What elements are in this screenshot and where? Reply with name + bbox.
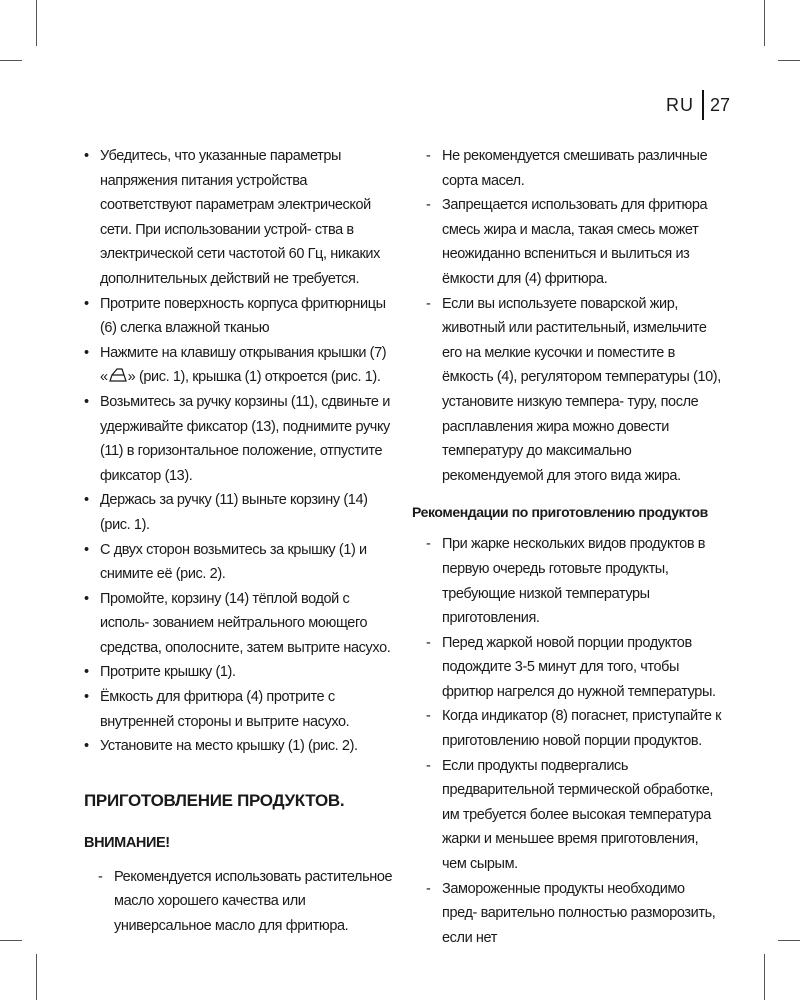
list-item: • Промойте, корзину (14) тёплой водой с исполь- зованием нейтрального моющего средства, ополосните, затем вытрите насухо. bbox=[84, 587, 394, 661]
list-item: • Возьмитесь за ручку корзины (11), сдвиньте и удерживайте фиксатор (13), поднимите ручку (11) в горизонтальное положение, отпустите фиксатор (13). bbox=[84, 390, 394, 488]
list-item: - Если вы используете поварской жир, животный или растительный, измельчите его на мелкие кусочки и поместите в ёмкость (4), регулятором температуры (10), установите низкую темпера- туру, после расплавления жира можно довести температуру до максимально рекомендуемой для этого вида жира. bbox=[412, 292, 722, 489]
list-item: • Держась за ручку (11) выньте корзину (14) (рис. 1). bbox=[84, 488, 394, 537]
lid-open-icon bbox=[108, 367, 128, 383]
list-item: • Протрите крышку (1). bbox=[84, 660, 394, 685]
attention-title: ВНИМАНИЕ! bbox=[84, 834, 170, 851]
list-item: - Рекомендуется использовать растительное масло хорошего качества или универсальное масло для фритюра. bbox=[84, 865, 394, 939]
header-divider bbox=[702, 90, 704, 120]
right-column bbox=[412, 144, 722, 950]
list-item: - Перед жаркой новой порции продуктов подождите 3-5 минут для того, чтобы фритюр нагрелся до нужной температуры. bbox=[412, 631, 722, 705]
recommendations-list bbox=[412, 532, 722, 950]
list-item: - Когда индикатор (8) погаснет, приступайте к приготовлению новой порции продуктов. bbox=[412, 704, 722, 753]
crop-mark bbox=[36, 0, 37, 46]
language-code: RU bbox=[665, 94, 694, 115]
crop-mark bbox=[0, 60, 22, 61]
oil-list bbox=[412, 144, 722, 488]
page-header bbox=[666, 90, 730, 120]
list-item: - Если продукты подвергались предварительной термической обработке, им требуется более высокая температура жарки и меньшее время приготовления, чем сырым. bbox=[412, 754, 722, 877]
list-item: • Нажмите на клавишу открывания крышки (7) « » (рис. 1), крышка (1) откроется (рис. 1). bbox=[84, 341, 394, 390]
list-item: • Установите на место крышку (1) (рис. 2). bbox=[84, 734, 394, 759]
list-item: - При жарке нескольких видов продуктов в первую очередь готовьте продукты, требующие низкой температуры приготовления. bbox=[412, 532, 722, 630]
crop-mark bbox=[764, 954, 765, 1000]
attention-list bbox=[84, 865, 394, 939]
left-column bbox=[84, 144, 394, 939]
crop-mark bbox=[764, 0, 765, 46]
list-item: - Запрещается использовать для фритюра смесь жира и масла, такая смесь может неожиданно вспениться и вылиться из ёмкости для (4) фритюра. bbox=[412, 193, 722, 291]
list-item: • Протрите поверхность корпуса фритюрницы (6) слегка влажной тканью bbox=[84, 292, 394, 341]
list-item: • Убедитесь, что указанные параметры напряжения питания устройства соответствуют параметрам электрической сети. При использовании устрой- ства в электрической сети частотой 60 Гц, никаких дополнительных действий не требуется. bbox=[84, 144, 394, 292]
crop-mark bbox=[778, 60, 800, 61]
list-item: - Не рекомендуется смешивать различные сорта масел. bbox=[412, 144, 722, 193]
crop-mark bbox=[0, 940, 22, 941]
crop-mark bbox=[778, 940, 800, 941]
section-title: ПРИГОТОВЛЕНИЕ ПРОДУКТОВ. bbox=[84, 790, 345, 810]
page-number: 27 bbox=[709, 94, 730, 115]
recommendations-title: Рекомендации по приготовлению продуктов bbox=[412, 504, 708, 521]
instruction-list bbox=[84, 144, 394, 759]
list-item: • С двух сторон возьмитесь за крышку (1) и снимите её (рис. 2). bbox=[84, 538, 394, 587]
list-item: - Замороженные продукты необходимо пред- варительно полностью разморозить, если нет bbox=[412, 877, 722, 951]
list-item: • Ёмкость для фритюра (4) протрите с внутренней стороны и вытрите насухо. bbox=[84, 685, 394, 734]
crop-mark bbox=[36, 954, 37, 1000]
